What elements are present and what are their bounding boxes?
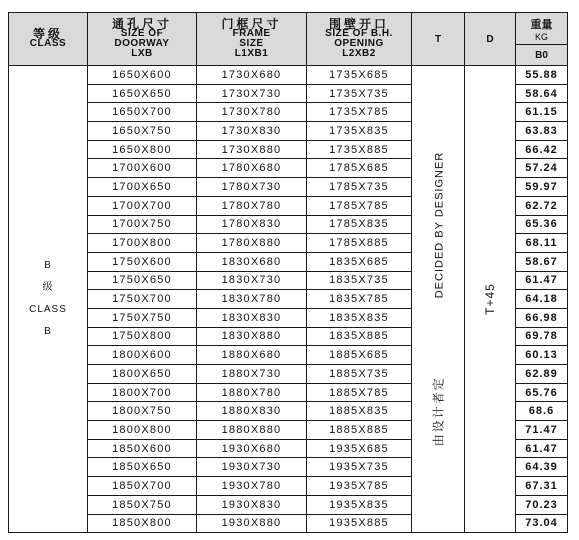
weight-cell: 66.98 bbox=[516, 308, 568, 327]
doorway-size-cell: 1850X800 bbox=[88, 514, 197, 533]
frame-size-cell: 1730X880 bbox=[197, 140, 307, 159]
opening-size-cell: 1885X885 bbox=[307, 421, 412, 440]
weight-cell: 61.47 bbox=[516, 271, 568, 290]
header-class bbox=[9, 13, 88, 66]
frame-size-cell: 1830X780 bbox=[197, 290, 307, 309]
doorway-size-cell: 1750X700 bbox=[88, 290, 197, 309]
weight-cell: 62.72 bbox=[516, 196, 568, 215]
frame-size-cell: 1830X730 bbox=[197, 271, 307, 290]
class-cell-line4: B bbox=[44, 326, 52, 338]
header-opening bbox=[307, 13, 412, 66]
opening-size-cell: 1885X785 bbox=[307, 383, 412, 402]
weight-cell: 55.88 bbox=[516, 66, 568, 85]
header-doorway-en2: DOORWAY bbox=[114, 38, 170, 49]
frame-size-cell: 1730X730 bbox=[197, 84, 307, 103]
opening-size-cell: 1935X785 bbox=[307, 477, 412, 496]
opening-size-cell: 1935X735 bbox=[307, 458, 412, 477]
weight-cell: 65.76 bbox=[516, 383, 568, 402]
frame-size-cell: 1780X730 bbox=[197, 178, 307, 197]
weight-cell: 68.11 bbox=[516, 234, 568, 253]
table-row bbox=[9, 66, 568, 85]
doorway-size-cell: 1700X600 bbox=[88, 159, 197, 178]
d-column-cell bbox=[465, 66, 516, 533]
doorway-size-cell: 1700X700 bbox=[88, 196, 197, 215]
frame-size-cell: 1730X830 bbox=[197, 122, 307, 141]
t-column-cn: 由设计者定 bbox=[431, 376, 446, 447]
weight-cell: 70.23 bbox=[516, 495, 568, 514]
weight-cell: 58.67 bbox=[516, 252, 568, 271]
doorway-size-cell: 1650X750 bbox=[88, 122, 197, 141]
doorway-size-cell: 1800X750 bbox=[88, 402, 197, 421]
opening-size-cell: 1735X885 bbox=[307, 140, 412, 159]
spec-table-container bbox=[8, 12, 568, 533]
header-opening-en3: L2XB2 bbox=[342, 48, 376, 59]
doorway-size-cell: 1800X650 bbox=[88, 365, 197, 384]
doorway-size-cell: 1800X800 bbox=[88, 421, 197, 440]
header-class-cn: 等级 bbox=[32, 27, 63, 41]
header-doorway-cn: 通孔尺寸 bbox=[111, 17, 172, 31]
header-frame-en3: L1XB1 bbox=[234, 48, 269, 59]
opening-size-cell: 1935X685 bbox=[307, 439, 412, 458]
d-column-value: T+45 bbox=[483, 283, 497, 315]
weight-cell: 61.47 bbox=[516, 439, 568, 458]
opening-size-cell: 1735X685 bbox=[307, 66, 412, 85]
header-weight-unit: KG bbox=[534, 31, 548, 42]
opening-size-cell: 1785X685 bbox=[307, 159, 412, 178]
opening-size-cell: 1885X735 bbox=[307, 365, 412, 384]
opening-size-cell: 1735X785 bbox=[307, 103, 412, 122]
weight-cell: 62.89 bbox=[516, 365, 568, 384]
opening-size-cell: 1935X835 bbox=[307, 495, 412, 514]
doorway-size-cell: 1750X600 bbox=[88, 252, 197, 271]
t-column-cell bbox=[412, 66, 465, 533]
frame-size-cell: 1930X830 bbox=[197, 495, 307, 514]
opening-size-cell: 1885X835 bbox=[307, 402, 412, 421]
class-cell-line3: CLASS bbox=[29, 304, 67, 316]
doorway-size-cell: 1750X650 bbox=[88, 271, 197, 290]
doorway-size-cell: 1650X700 bbox=[88, 103, 197, 122]
weight-cell: 73.04 bbox=[516, 514, 568, 533]
weight-cell: 60.13 bbox=[516, 346, 568, 365]
header-frame-en1: FRAME bbox=[232, 28, 271, 39]
t-column-text bbox=[430, 152, 447, 447]
header-doorway-en1: SIZE OF bbox=[120, 28, 164, 39]
frame-size-cell: 1880X680 bbox=[197, 346, 307, 365]
frame-size-cell: 1930X730 bbox=[197, 458, 307, 477]
opening-size-cell: 1835X685 bbox=[307, 252, 412, 271]
weight-cell: 66.42 bbox=[516, 140, 568, 159]
opening-size-cell: 1735X835 bbox=[307, 122, 412, 141]
header-weight-cn: 重量 bbox=[530, 18, 553, 31]
doorway-size-cell: 1800X600 bbox=[88, 346, 197, 365]
header-doorway-en3: LXB bbox=[131, 48, 153, 59]
opening-size-cell: 1835X735 bbox=[307, 271, 412, 290]
header-weight-sub: B0 bbox=[516, 45, 568, 66]
frame-size-cell: 1880X880 bbox=[197, 421, 307, 440]
doorway-size-cell: 1650X650 bbox=[88, 84, 197, 103]
doorway-size-cell: 1750X750 bbox=[88, 308, 197, 327]
weight-cell: 68.6 bbox=[516, 402, 568, 421]
header-doorway bbox=[88, 13, 197, 66]
weight-cell: 61.15 bbox=[516, 103, 568, 122]
header-t: T bbox=[412, 13, 465, 66]
weight-cell: 69.78 bbox=[516, 327, 568, 346]
header-d: D bbox=[465, 13, 516, 66]
doorway-size-cell: 1650X600 bbox=[88, 66, 197, 85]
header-weight bbox=[516, 13, 568, 45]
weight-cell: 64.39 bbox=[516, 458, 568, 477]
doorway-size-cell: 1750X800 bbox=[88, 327, 197, 346]
class-cell-line2: 级 bbox=[42, 282, 54, 294]
opening-size-cell: 1935X885 bbox=[307, 514, 412, 533]
opening-size-cell: 1785X885 bbox=[307, 234, 412, 253]
class-cell-line1: B bbox=[44, 260, 52, 272]
frame-size-cell: 1830X880 bbox=[197, 327, 307, 346]
doorway-size-cell: 1850X750 bbox=[88, 495, 197, 514]
header-frame-en2: SIZE bbox=[239, 38, 264, 49]
weight-cell: 63.83 bbox=[516, 122, 568, 141]
opening-size-cell: 1835X785 bbox=[307, 290, 412, 309]
frame-size-cell: 1830X680 bbox=[197, 252, 307, 271]
opening-size-cell: 1885X685 bbox=[307, 346, 412, 365]
doorway-size-cell: 1850X600 bbox=[88, 439, 197, 458]
class-cell bbox=[9, 66, 88, 533]
opening-size-cell: 1785X735 bbox=[307, 178, 412, 197]
weight-cell: 57.24 bbox=[516, 159, 568, 178]
frame-size-cell: 1780X680 bbox=[197, 159, 307, 178]
doorway-size-cell: 1650X800 bbox=[88, 140, 197, 159]
weight-cell: 67.31 bbox=[516, 477, 568, 496]
weight-cell: 58.64 bbox=[516, 84, 568, 103]
header-class-en: CLASS bbox=[29, 38, 67, 49]
frame-size-cell: 1830X830 bbox=[197, 308, 307, 327]
frame-size-cell: 1930X680 bbox=[197, 439, 307, 458]
opening-size-cell: 1785X785 bbox=[307, 196, 412, 215]
frame-size-cell: 1780X780 bbox=[197, 196, 307, 215]
doorway-size-cell: 1700X750 bbox=[88, 215, 197, 234]
frame-size-cell: 1880X830 bbox=[197, 402, 307, 421]
weight-cell: 64.18 bbox=[516, 290, 568, 309]
opening-size-cell: 1735X735 bbox=[307, 84, 412, 103]
doorway-size-cell: 1850X650 bbox=[88, 458, 197, 477]
t-column-en: DECIDED BY DESIGNER bbox=[433, 151, 446, 299]
doorway-size-cell: 1700X650 bbox=[88, 178, 197, 197]
frame-size-cell: 1930X880 bbox=[197, 514, 307, 533]
header-opening-cn: 围壁开口 bbox=[328, 17, 389, 31]
weight-cell: 71.47 bbox=[516, 421, 568, 440]
frame-size-cell: 1880X730 bbox=[197, 365, 307, 384]
opening-size-cell: 1785X835 bbox=[307, 215, 412, 234]
header-frame-cn: 门框尺寸 bbox=[221, 17, 282, 31]
weight-cell: 59.97 bbox=[516, 178, 568, 197]
opening-size-cell: 1835X835 bbox=[307, 308, 412, 327]
weight-cell: 65.36 bbox=[516, 215, 568, 234]
spec-table-body bbox=[9, 66, 568, 533]
opening-size-cell: 1835X885 bbox=[307, 327, 412, 346]
doorway-size-cell: 1700X800 bbox=[88, 234, 197, 253]
frame-size-cell: 1730X680 bbox=[197, 66, 307, 85]
frame-size-cell: 1730X780 bbox=[197, 103, 307, 122]
doorway-size-cell: 1850X700 bbox=[88, 477, 197, 496]
header-frame bbox=[197, 13, 307, 66]
doorway-size-cell: 1800X700 bbox=[88, 383, 197, 402]
frame-size-cell: 1930X780 bbox=[197, 477, 307, 496]
header-opening-en2: OPENING bbox=[334, 38, 384, 49]
header-opening-en1: SIZE OF B.H. bbox=[325, 28, 393, 39]
frame-size-cell: 1880X780 bbox=[197, 383, 307, 402]
door-size-spec-table bbox=[8, 12, 568, 533]
frame-size-cell: 1780X880 bbox=[197, 234, 307, 253]
frame-size-cell: 1780X830 bbox=[197, 215, 307, 234]
